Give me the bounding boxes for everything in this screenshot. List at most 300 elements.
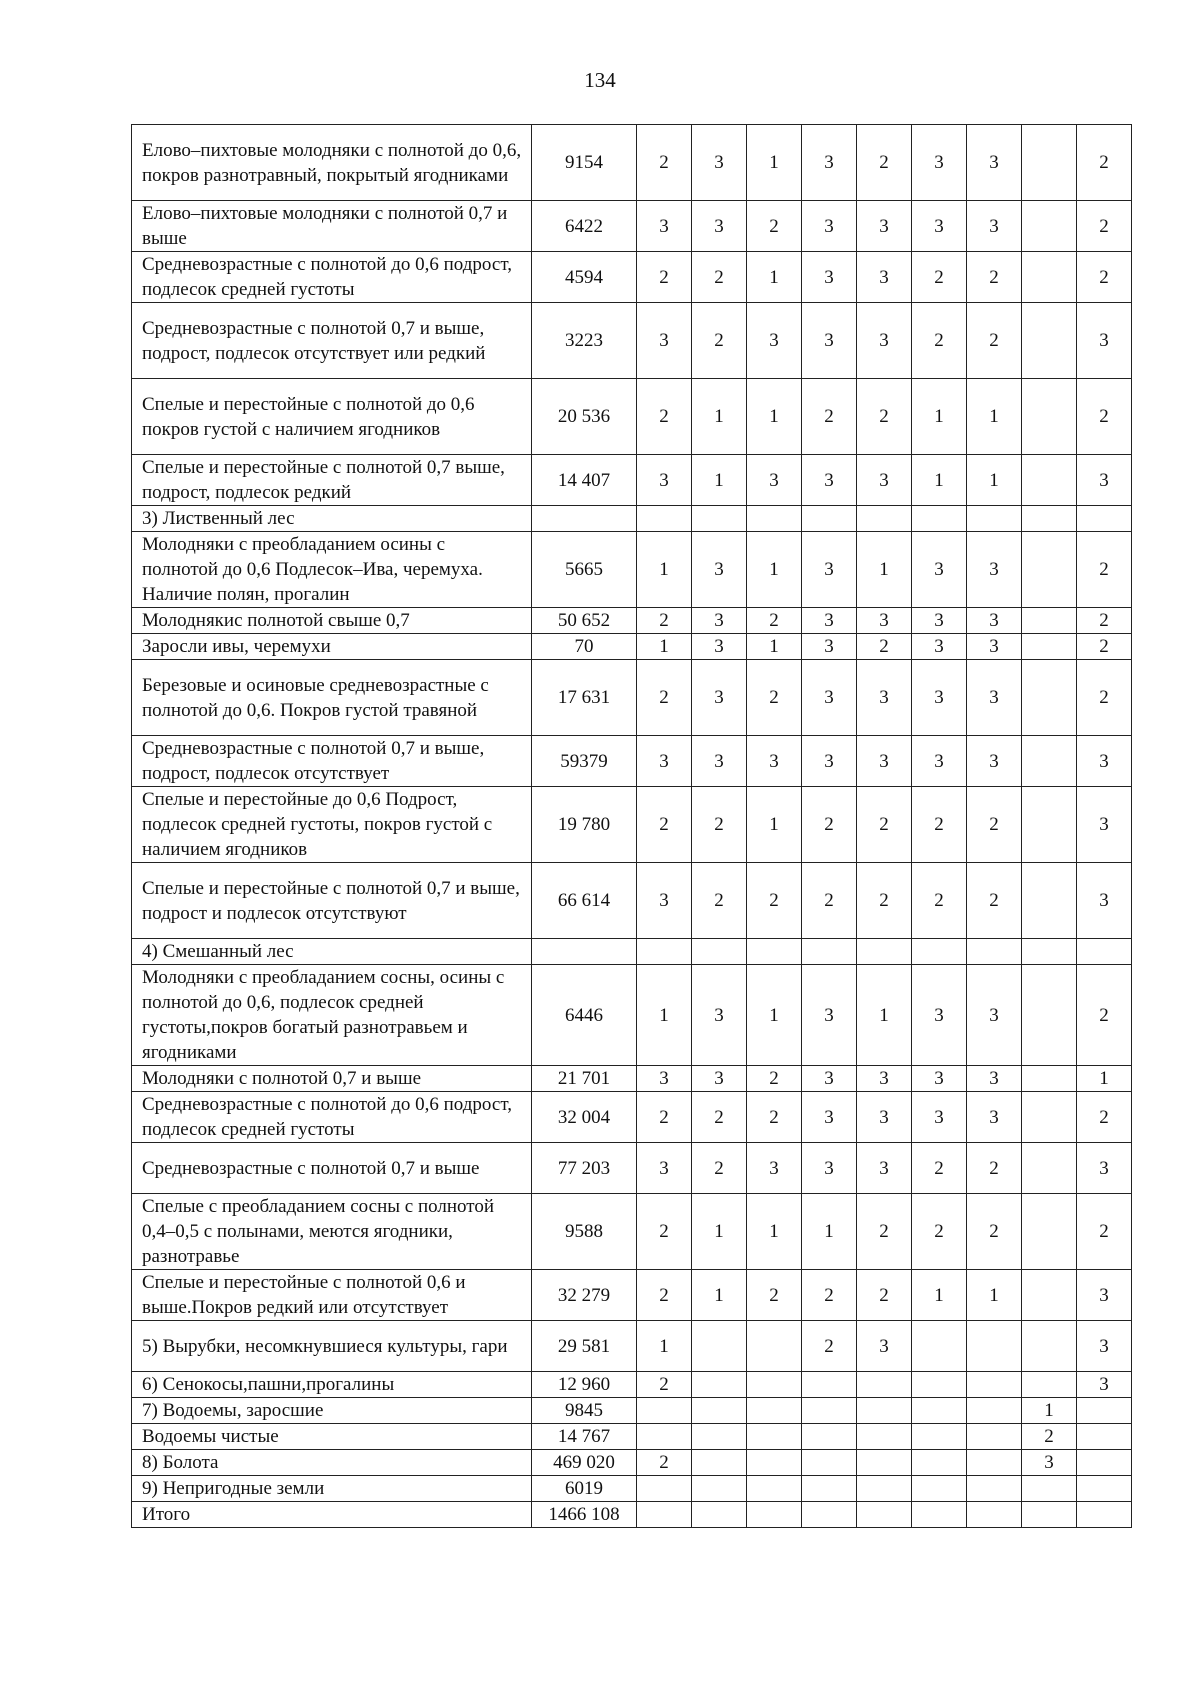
- row-name-cell: Средневозрастные с полнотой 0,7 и выше: [132, 1143, 532, 1194]
- score-cell: 2: [967, 863, 1022, 939]
- table-row: [132, 532, 1132, 608]
- score-cell: [802, 1450, 857, 1476]
- score-cell: [747, 1476, 802, 1502]
- row-area-cell: 70: [532, 634, 637, 660]
- score-cell: 3: [967, 965, 1022, 1066]
- score-cell: 1: [1077, 1066, 1132, 1092]
- score-cell: [1022, 125, 1077, 201]
- score-cell: 2: [692, 303, 747, 379]
- score-cell: 3: [967, 736, 1022, 787]
- score-cell: 3: [802, 455, 857, 506]
- score-cell: 1: [912, 455, 967, 506]
- score-cell: 3: [1077, 1372, 1132, 1398]
- score-cell: 3: [1077, 1143, 1132, 1194]
- row-name-cell: 9) Непригодные земли: [132, 1476, 532, 1502]
- score-cell: 2: [637, 1270, 692, 1321]
- row-name-cell: Итого: [132, 1502, 532, 1528]
- score-cell: [1022, 863, 1077, 939]
- score-cell: 2: [1077, 1194, 1132, 1270]
- score-cell: 3: [802, 201, 857, 252]
- score-cell: 3: [692, 1066, 747, 1092]
- row-name-cell: Березовые и осиновые средневозрастные с полнотой до 0,6. Покров густой травяной: [132, 660, 532, 736]
- score-cell: 3: [912, 736, 967, 787]
- score-cell: [802, 939, 857, 965]
- score-cell: [1022, 965, 1077, 1066]
- score-cell: [1022, 634, 1077, 660]
- row-area-cell: 32 004: [532, 1092, 637, 1143]
- score-cell: [637, 1424, 692, 1450]
- row-name-cell: Молоднякис полнотой свыше 0,7: [132, 608, 532, 634]
- score-cell: [1022, 1476, 1077, 1502]
- table-row: [132, 506, 1132, 532]
- table-row: [132, 303, 1132, 379]
- row-name-cell: 5) Вырубки, несомкнувшиеся культуры, гари: [132, 1321, 532, 1372]
- row-name-cell: Средневозрастные с полнотой 0,7 и выше, подрост, подлесок отсутствует: [132, 736, 532, 787]
- row-name-cell: Спелые с преобладанием сосны с полнотой 0,4–0,5 с полынами, меются ягодники, разнотравье: [132, 1194, 532, 1270]
- table-row: [132, 1372, 1132, 1398]
- score-cell: 2: [692, 1092, 747, 1143]
- score-cell: 3: [747, 1143, 802, 1194]
- score-cell: [692, 1424, 747, 1450]
- score-cell: 3: [967, 1092, 1022, 1143]
- table-row: [132, 1450, 1132, 1476]
- row-name-cell: 7) Водоемы, заросшие: [132, 1398, 532, 1424]
- score-cell: 1: [692, 379, 747, 455]
- score-cell: [747, 1321, 802, 1372]
- score-cell: [912, 1476, 967, 1502]
- score-cell: [1022, 1321, 1077, 1372]
- table-row: [132, 1502, 1132, 1528]
- score-cell: [1077, 1398, 1132, 1424]
- score-cell: 2: [692, 863, 747, 939]
- row-area-cell: 14 767: [532, 1424, 637, 1450]
- score-cell: 2: [637, 252, 692, 303]
- score-cell: [1022, 1372, 1077, 1398]
- score-cell: 1: [747, 379, 802, 455]
- score-cell: 2: [967, 1194, 1022, 1270]
- score-cell: 3: [1077, 787, 1132, 863]
- score-cell: 3: [857, 201, 912, 252]
- score-cell: 1: [692, 455, 747, 506]
- score-cell: [967, 1424, 1022, 1450]
- score-cell: [1022, 608, 1077, 634]
- score-cell: 1: [967, 379, 1022, 455]
- score-cell: 1: [912, 1270, 967, 1321]
- score-cell: 3: [747, 736, 802, 787]
- score-cell: 1: [1022, 1398, 1077, 1424]
- score-cell: [1022, 201, 1077, 252]
- score-cell: 2: [747, 660, 802, 736]
- score-cell: [912, 1424, 967, 1450]
- score-cell: 3: [802, 1092, 857, 1143]
- score-cell: 3: [637, 455, 692, 506]
- score-cell: 2: [912, 1143, 967, 1194]
- score-cell: 2: [1077, 1092, 1132, 1143]
- row-area-cell: 17 631: [532, 660, 637, 736]
- score-cell: 3: [1022, 1450, 1077, 1476]
- score-cell: [1022, 1502, 1077, 1528]
- score-cell: 1: [637, 965, 692, 1066]
- score-cell: 3: [802, 1143, 857, 1194]
- score-cell: [1022, 506, 1077, 532]
- score-cell: 2: [857, 787, 912, 863]
- score-cell: 3: [912, 532, 967, 608]
- score-cell: [1077, 1424, 1132, 1450]
- row-area-cell: 29 581: [532, 1321, 637, 1372]
- row-area-cell: 4594: [532, 252, 637, 303]
- score-cell: 2: [1077, 608, 1132, 634]
- score-cell: [747, 506, 802, 532]
- score-cell: [692, 1502, 747, 1528]
- score-cell: [1022, 532, 1077, 608]
- score-cell: 2: [692, 252, 747, 303]
- score-cell: 2: [912, 1194, 967, 1270]
- row-area-cell: 9154: [532, 125, 637, 201]
- score-cell: 1: [747, 252, 802, 303]
- row-area-cell: 6019: [532, 1476, 637, 1502]
- score-cell: [802, 506, 857, 532]
- table-row: [132, 1270, 1132, 1321]
- score-cell: [857, 1372, 912, 1398]
- score-cell: [1022, 303, 1077, 379]
- table-row: [132, 1066, 1132, 1092]
- score-cell: 3: [1077, 736, 1132, 787]
- score-cell: 3: [857, 1321, 912, 1372]
- score-cell: 3: [967, 201, 1022, 252]
- row-area-cell: 19 780: [532, 787, 637, 863]
- table-row: [132, 1476, 1132, 1502]
- table-row: [132, 1398, 1132, 1424]
- table-body: [132, 125, 1132, 1528]
- table-row: [132, 939, 1132, 965]
- score-cell: 2: [747, 1092, 802, 1143]
- score-cell: 3: [1077, 1270, 1132, 1321]
- score-cell: 2: [802, 787, 857, 863]
- score-cell: 3: [912, 608, 967, 634]
- score-cell: 1: [802, 1194, 857, 1270]
- score-cell: 3: [802, 303, 857, 379]
- score-cell: 3: [857, 1066, 912, 1092]
- score-cell: [692, 1372, 747, 1398]
- score-cell: [692, 939, 747, 965]
- row-area-cell: 3223: [532, 303, 637, 379]
- row-name-cell: Молодняки с преобладанием осины с полнотой до 0,6 Подлесок–Ива, черемуха. Наличие полян, прогалин: [132, 532, 532, 608]
- row-name-cell: 3) Лиственный лес: [132, 506, 532, 532]
- row-name-cell: Елово–пихтовые молодняки с полнотой 0,7 и выше: [132, 201, 532, 252]
- table-row: [132, 252, 1132, 303]
- score-cell: 2: [637, 787, 692, 863]
- score-cell: 2: [1077, 532, 1132, 608]
- score-cell: 3: [912, 201, 967, 252]
- score-cell: [1077, 1476, 1132, 1502]
- row-name-cell: Спелые и перестойные с полнотой до 0,6 покров густой с наличием ягодников: [132, 379, 532, 455]
- table-row: [132, 736, 1132, 787]
- table-row: [132, 1424, 1132, 1450]
- page-number: 134: [584, 68, 616, 92]
- score-cell: 2: [912, 787, 967, 863]
- table-row: [132, 608, 1132, 634]
- score-cell: 3: [747, 303, 802, 379]
- score-cell: 3: [637, 303, 692, 379]
- score-cell: [1022, 455, 1077, 506]
- score-cell: [802, 1424, 857, 1450]
- score-cell: 3: [1077, 863, 1132, 939]
- row-area-cell: [532, 506, 637, 532]
- score-cell: 1: [747, 634, 802, 660]
- score-cell: [857, 939, 912, 965]
- score-cell: 3: [637, 736, 692, 787]
- row-name-cell: Водоемы чистые: [132, 1424, 532, 1450]
- score-cell: [1077, 1502, 1132, 1528]
- row-name-cell: Молодняки с преобладанием сосны, осины с полнотой до 0,6, подлесок средней густоты,покров богатый разнотравьем и ягодниками: [132, 965, 532, 1066]
- score-cell: [912, 1372, 967, 1398]
- score-cell: 3: [857, 736, 912, 787]
- score-cell: 2: [802, 1270, 857, 1321]
- score-cell: 3: [637, 863, 692, 939]
- score-cell: 1: [692, 1194, 747, 1270]
- score-cell: 2: [1077, 201, 1132, 252]
- row-area-cell: [532, 939, 637, 965]
- score-cell: 2: [747, 1066, 802, 1092]
- score-cell: 3: [802, 965, 857, 1066]
- score-cell: [637, 506, 692, 532]
- score-cell: 2: [857, 634, 912, 660]
- score-cell: 1: [637, 1321, 692, 1372]
- score-cell: [967, 1450, 1022, 1476]
- score-cell: 2: [747, 863, 802, 939]
- score-cell: 3: [857, 608, 912, 634]
- score-cell: 2: [1077, 125, 1132, 201]
- score-cell: [857, 1424, 912, 1450]
- score-cell: 2: [637, 1450, 692, 1476]
- score-cell: 3: [692, 965, 747, 1066]
- score-cell: [1022, 379, 1077, 455]
- score-cell: 3: [692, 634, 747, 660]
- score-cell: [1022, 1092, 1077, 1143]
- row-area-cell: 32 279: [532, 1270, 637, 1321]
- row-area-cell: 14 407: [532, 455, 637, 506]
- score-cell: 2: [967, 303, 1022, 379]
- score-cell: 3: [967, 125, 1022, 201]
- score-cell: 3: [747, 455, 802, 506]
- score-cell: 2: [912, 303, 967, 379]
- score-cell: 2: [857, 125, 912, 201]
- row-name-cell: 4) Смешанный лес: [132, 939, 532, 965]
- table-row: [132, 965, 1132, 1066]
- table-row: [132, 201, 1132, 252]
- score-cell: [967, 1321, 1022, 1372]
- score-cell: 3: [692, 532, 747, 608]
- score-cell: [802, 1372, 857, 1398]
- score-cell: [857, 1450, 912, 1476]
- score-cell: [802, 1398, 857, 1424]
- row-area-cell: 6446: [532, 965, 637, 1066]
- score-cell: 3: [637, 1143, 692, 1194]
- score-cell: 2: [1077, 965, 1132, 1066]
- score-cell: [912, 1398, 967, 1424]
- score-cell: 2: [637, 1372, 692, 1398]
- score-cell: 3: [967, 634, 1022, 660]
- score-cell: [692, 1398, 747, 1424]
- score-cell: 3: [967, 608, 1022, 634]
- score-cell: [857, 1502, 912, 1528]
- table-row: [132, 634, 1132, 660]
- score-cell: [967, 506, 1022, 532]
- score-cell: 1: [747, 787, 802, 863]
- score-cell: 2: [1077, 660, 1132, 736]
- score-cell: [1022, 736, 1077, 787]
- row-name-cell: Елово–пихтовые молодняки с полнотой до 0,6, покров разнотравный, покрытый ягодниками: [132, 125, 532, 201]
- score-cell: [802, 1476, 857, 1502]
- table-row: [132, 1321, 1132, 1372]
- score-cell: 2: [692, 787, 747, 863]
- row-name-cell: 6) Сенокосы,пашни,прогалины: [132, 1372, 532, 1398]
- score-cell: 3: [857, 303, 912, 379]
- score-cell: [967, 1502, 1022, 1528]
- score-cell: 3: [857, 1092, 912, 1143]
- score-cell: [1022, 939, 1077, 965]
- score-cell: 1: [967, 1270, 1022, 1321]
- score-cell: 3: [1077, 1321, 1132, 1372]
- score-cell: [912, 1321, 967, 1372]
- score-cell: 3: [967, 1066, 1022, 1092]
- score-cell: [747, 1424, 802, 1450]
- row-area-cell: 5665: [532, 532, 637, 608]
- score-cell: 1: [857, 965, 912, 1066]
- score-cell: 2: [1077, 634, 1132, 660]
- score-cell: 3: [857, 1143, 912, 1194]
- score-cell: [1022, 1066, 1077, 1092]
- score-cell: [967, 939, 1022, 965]
- score-cell: 1: [692, 1270, 747, 1321]
- score-cell: 3: [967, 660, 1022, 736]
- score-cell: 3: [857, 660, 912, 736]
- row-area-cell: 469 020: [532, 1450, 637, 1476]
- row-name-cell: 8) Болота: [132, 1450, 532, 1476]
- score-cell: [967, 1372, 1022, 1398]
- score-cell: 3: [912, 660, 967, 736]
- score-cell: 3: [912, 965, 967, 1066]
- score-cell: [1077, 1450, 1132, 1476]
- score-cell: [912, 1450, 967, 1476]
- row-name-cell: Средневозрастные с полнотой 0,7 и выше, подрост, подлесок отсутствует или редкий: [132, 303, 532, 379]
- row-area-cell: 9588: [532, 1194, 637, 1270]
- score-cell: 2: [637, 1092, 692, 1143]
- score-cell: [912, 1502, 967, 1528]
- score-cell: [747, 1372, 802, 1398]
- score-cell: 3: [802, 125, 857, 201]
- score-cell: 1: [637, 532, 692, 608]
- score-cell: 3: [692, 736, 747, 787]
- score-cell: 3: [1077, 455, 1132, 506]
- score-cell: 2: [1077, 252, 1132, 303]
- score-cell: [857, 506, 912, 532]
- row-name-cell: Средневозрастные с полнотой до 0,6 подрост, подлесок средней густоты: [132, 1092, 532, 1143]
- score-cell: 1: [747, 1194, 802, 1270]
- score-cell: [637, 1398, 692, 1424]
- score-cell: 3: [857, 252, 912, 303]
- score-cell: [912, 939, 967, 965]
- row-area-cell: 20 536: [532, 379, 637, 455]
- score-cell: 1: [637, 634, 692, 660]
- score-cell: 2: [802, 379, 857, 455]
- score-cell: 2: [637, 125, 692, 201]
- score-cell: 2: [857, 379, 912, 455]
- row-area-cell: 50 652: [532, 608, 637, 634]
- score-cell: [1022, 787, 1077, 863]
- score-cell: 2: [747, 1270, 802, 1321]
- score-cell: [1022, 1270, 1077, 1321]
- table-row: [132, 1194, 1132, 1270]
- score-cell: [637, 939, 692, 965]
- row-name-cell: Спелые и перестойные с полнотой 0,7 выше, подрост, подлесок редкий: [132, 455, 532, 506]
- row-name-cell: Средневозрастные с полнотой до 0,6 подрост, подлесок средней густоты: [132, 252, 532, 303]
- score-cell: [1022, 252, 1077, 303]
- score-cell: [857, 1476, 912, 1502]
- row-name-cell: Молодняки с полнотой 0,7 и выше: [132, 1066, 532, 1092]
- score-cell: 2: [912, 252, 967, 303]
- score-cell: [692, 1321, 747, 1372]
- score-cell: 2: [747, 201, 802, 252]
- score-cell: 2: [967, 1143, 1022, 1194]
- table-row: [132, 1092, 1132, 1143]
- row-area-cell: 12 960: [532, 1372, 637, 1398]
- score-cell: 1: [747, 965, 802, 1066]
- row-name-cell: Спелые и перестойные с полнотой 0,6 и выше.Покров редкий или отсутствует: [132, 1270, 532, 1321]
- score-cell: [802, 1502, 857, 1528]
- row-area-cell: 66 614: [532, 863, 637, 939]
- score-cell: [1077, 939, 1132, 965]
- score-cell: 2: [857, 1194, 912, 1270]
- score-cell: [912, 506, 967, 532]
- table-row: [132, 787, 1132, 863]
- score-cell: 1: [967, 455, 1022, 506]
- table-row: [132, 379, 1132, 455]
- row-area-cell: 9845: [532, 1398, 637, 1424]
- score-cell: 3: [912, 1092, 967, 1143]
- score-cell: 3: [802, 736, 857, 787]
- score-cell: 1: [747, 125, 802, 201]
- score-cell: 1: [747, 532, 802, 608]
- score-cell: 2: [857, 1270, 912, 1321]
- score-cell: 2: [967, 252, 1022, 303]
- score-cell: 2: [912, 863, 967, 939]
- row-name-cell: Заросли ивы, черемухи: [132, 634, 532, 660]
- score-cell: 3: [912, 125, 967, 201]
- score-cell: [637, 1502, 692, 1528]
- score-cell: 2: [1077, 379, 1132, 455]
- row-area-cell: 21 701: [532, 1066, 637, 1092]
- score-cell: [1077, 506, 1132, 532]
- score-cell: [857, 1398, 912, 1424]
- row-area-cell: 1466 108: [532, 1502, 637, 1528]
- score-cell: 3: [912, 634, 967, 660]
- table-row: [132, 660, 1132, 736]
- score-cell: 3: [802, 252, 857, 303]
- score-cell: 3: [692, 608, 747, 634]
- score-cell: 3: [637, 1066, 692, 1092]
- row-area-cell: 77 203: [532, 1143, 637, 1194]
- score-cell: 2: [692, 1143, 747, 1194]
- score-cell: 3: [802, 1066, 857, 1092]
- row-area-cell: 6422: [532, 201, 637, 252]
- score-cell: 2: [802, 1321, 857, 1372]
- score-cell: 3: [637, 201, 692, 252]
- score-cell: [967, 1476, 1022, 1502]
- row-name-cell: Спелые и перестойные до 0,6 Подрост, подлесок средней густоты, покров густой с наличием ягодников: [132, 787, 532, 863]
- score-cell: [1022, 660, 1077, 736]
- score-cell: [637, 1476, 692, 1502]
